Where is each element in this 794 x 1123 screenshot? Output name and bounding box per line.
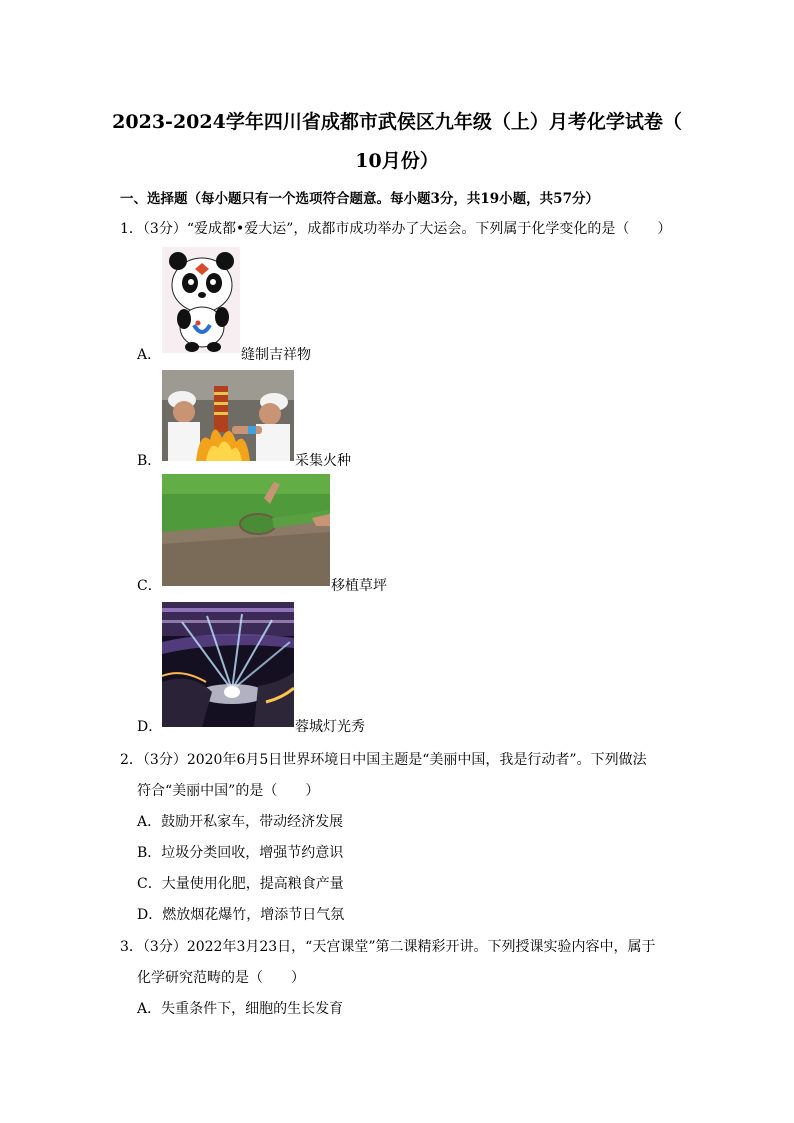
option-text-a: 缝制吉祥物 — [241, 347, 311, 363]
city-light-show-image — [162, 602, 294, 727]
question-3-stem-line-1: 3．（3分）2022年3月23日，“天宫课堂”第二课精彩开讲。下列授课实验内容中，属于 — [120, 939, 656, 955]
question-2-option-c: C．大量使用化肥，提高粮食产量 — [137, 876, 344, 892]
option-letter-b: B． — [137, 453, 162, 469]
question-2-stem-line-1: 2．（3分）2020年6月5日世界环境日中国主题是“美丽中国，我是行动者”。下列做法 — [120, 752, 647, 768]
option-letter-a: A． — [137, 347, 162, 363]
option-letter-c: C． — [137, 578, 162, 594]
option-text-c: 移植草坪 — [331, 578, 387, 594]
question-2-stem-line-2: 符合“美丽中国”的是（ ） — [137, 783, 320, 799]
section-heading: 一、选择题（每小题只有一个选项符合题意。每小题3分，共19小题，共57分） — [120, 191, 599, 207]
question-2-option-d: D．燃放烟花爆竹，增添节日气氛 — [137, 907, 345, 923]
panda-mascot-image — [162, 247, 240, 353]
exam-title-line-1: 2023-2024学年四川省成都市武侯区九年级（上）月考化学试卷（ — [112, 111, 682, 133]
torch-collection-image — [162, 370, 294, 461]
lawn-transplant-image — [162, 474, 330, 586]
question-2-option-b: B．垃圾分类回收，增强节约意识 — [137, 845, 344, 861]
question-1-stem: 1．（3分）“爱成都•爱大运”，成都市成功举办了大运会。下列属于化学变化的是（ ） — [120, 221, 672, 237]
question-2-option-a: A．鼓励开私家车，带动经济发展 — [137, 814, 344, 830]
exam-title-line-2: 10月份） — [355, 150, 439, 172]
option-text-b: 采集火种 — [295, 453, 351, 469]
question-3-option-a: A．失重条件下，细胞的生长发育 — [137, 1001, 344, 1017]
option-text-d: 蓉城灯光秀 — [295, 719, 365, 735]
option-letter-d: D． — [137, 719, 163, 735]
question-3-stem-line-2: 化学研究范畴的是（ ） — [137, 970, 305, 986]
